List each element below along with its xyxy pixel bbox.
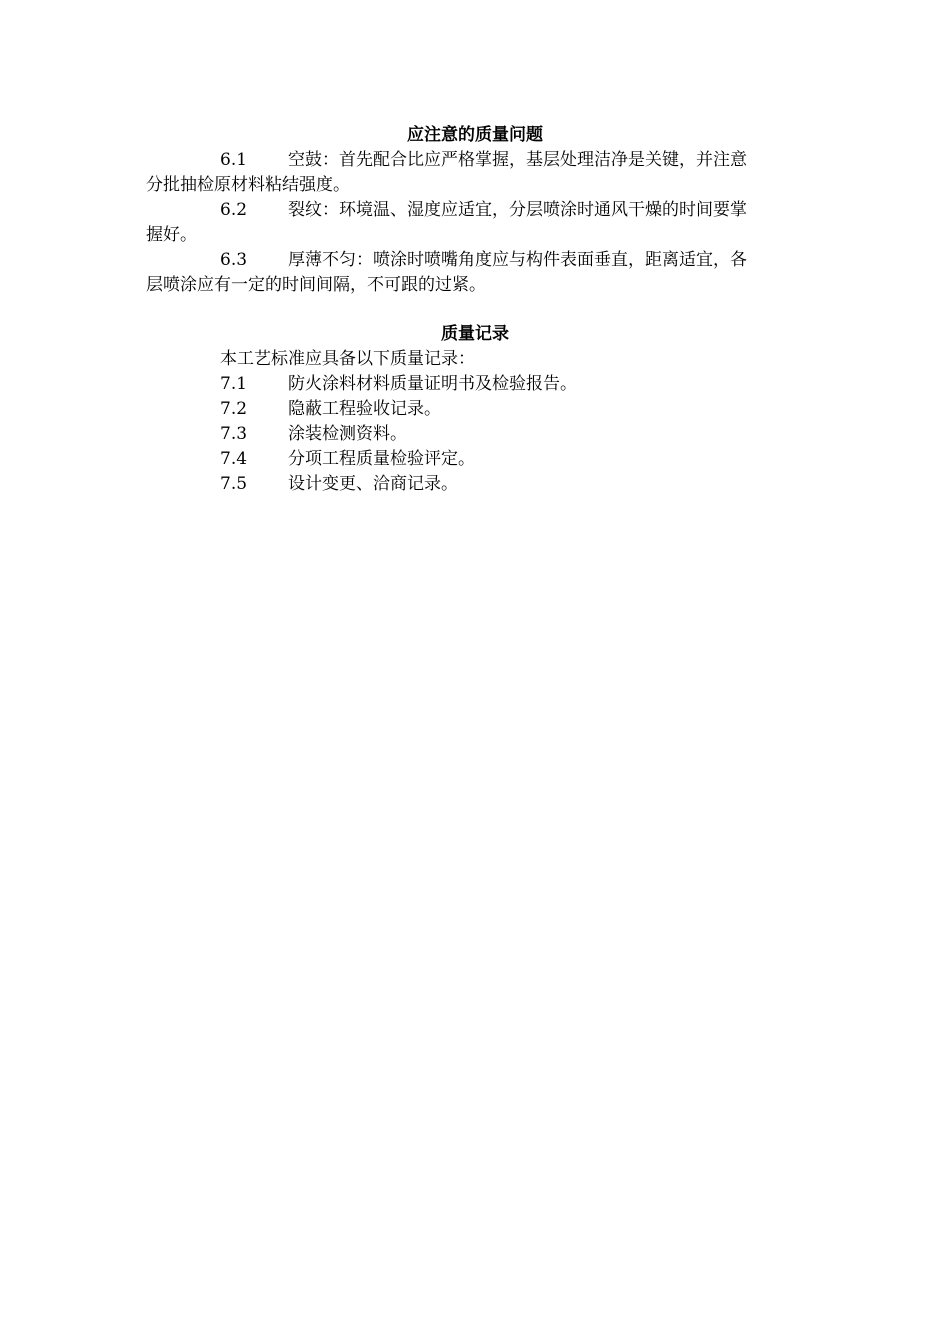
item-text-line1: 空鼓：首先配合比应严格掌握，基层处理洁净是关键，并注意 [288,150,747,170]
item-number: 6.2 [220,200,248,220]
section-6-title: 应注意的质量问题 [407,125,543,145]
item-text-line2: 分批抽检原材料粘结强度。 [146,175,350,195]
item-text: 防火涂料材料质量证明书及检验报告。 [288,374,577,394]
item-number: 7.4 [220,449,248,469]
item-number: 6.1 [220,150,248,170]
item-6-3 [146,248,804,298]
item-6-1 [146,148,804,198]
item-text: 设计变更、洽商记录。 [288,474,458,494]
section-7-intro: 本工艺标准应具备以下质量记录： [220,349,475,369]
item-text: 隐蔽工程验收记录。 [288,399,441,419]
item-6-2 [146,198,804,248]
item-text: 涂装检测资料。 [288,424,407,444]
item-text: 分项工程质量检验评定。 [288,449,475,469]
item-number: 7.2 [220,399,248,419]
item-number: 6.3 [220,250,248,270]
item-number: 7.1 [220,374,248,394]
section-7-title: 质量记录 [441,324,509,344]
list-item [146,472,804,497]
item-text-line1: 裂纹：环境温、湿度应适宜，分层喷涂时通风干燥的时间要掌 [288,200,747,220]
item-text-line1: 厚薄不匀：喷涂时喷嘴角度应与构件表面垂直，距离适宜，各 [288,250,747,270]
document-page [146,122,804,497]
section-gap [146,298,804,321]
list-item [146,447,804,472]
item-number: 7.3 [220,424,248,444]
item-number: 7.5 [220,474,248,494]
list-item [146,422,804,447]
list-item [146,397,804,422]
item-text-line2: 层喷涂应有一定的时间间隔，不可跟的过紧。 [146,275,486,295]
list-item [146,372,804,397]
item-text-line2: 握好。 [146,225,197,245]
